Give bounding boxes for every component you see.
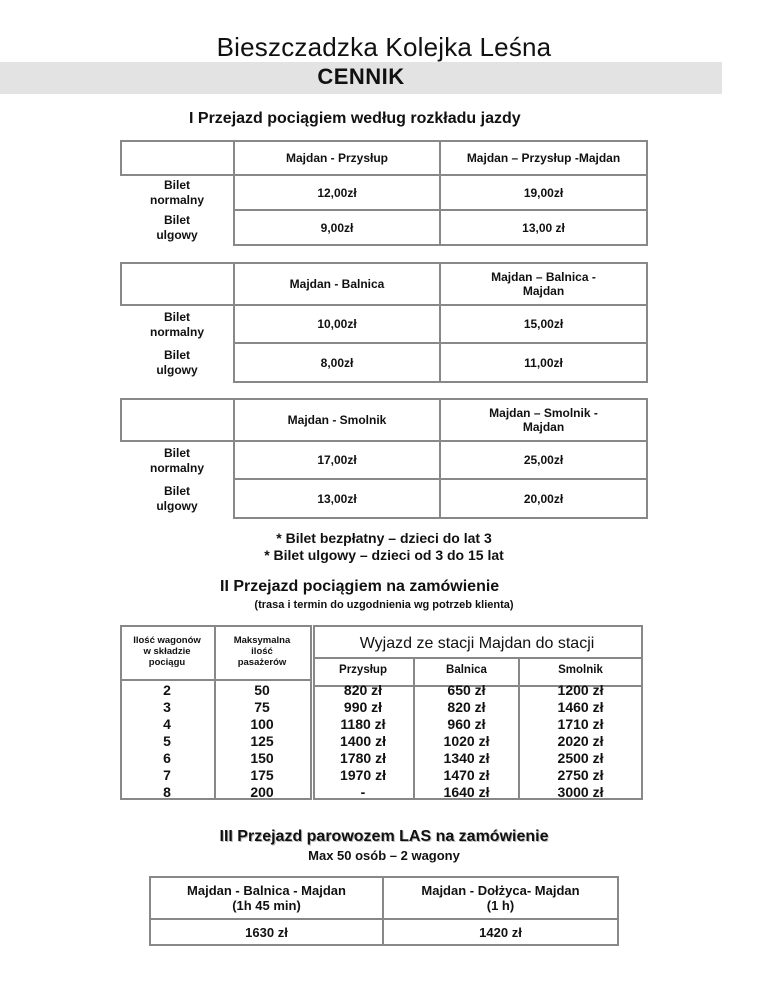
wagon-count: 8: [163, 784, 171, 800]
price-smolnik: 2020 zł: [557, 733, 604, 749]
przyslup-prices: [313, 682, 413, 801]
empty-cell: [121, 399, 234, 441]
steam-price: 1630 zł: [150, 919, 383, 945]
section-3-heading: III Przejazd parowozem LAS na zamówienie: [219, 828, 549, 845]
order-price-table: [120, 625, 643, 800]
wagon-count: 5: [163, 733, 171, 749]
price-table-przyslup: [120, 140, 648, 246]
wagon-count: 4: [163, 716, 171, 732]
divider: [120, 679, 310, 681]
price-table-smolnik: [120, 398, 648, 519]
section-1-heading: I Przejazd pociągiem według rozkładu jazdy: [189, 110, 521, 127]
price-cell: 10,00zł: [234, 305, 440, 343]
price-przyslup: 990 zł: [343, 699, 383, 715]
price-balnica: 1020 zł: [443, 733, 490, 749]
wagon-count: 2: [163, 682, 171, 698]
price-cell: 9,00zł: [234, 210, 440, 245]
passengers-column: [214, 682, 310, 801]
passengers-header: Maksymalna ilość pasażerów: [233, 635, 291, 668]
passenger-count: 150: [250, 750, 274, 766]
route-header: Majdan – Przysłup -Majdan: [440, 141, 647, 175]
station-header-przyslup: Przysłup: [339, 664, 387, 676]
price-list-heading: CENNIK: [317, 64, 405, 89]
price-balnica: 960 zł: [447, 716, 486, 732]
price-cell: 20,00zł: [440, 479, 647, 518]
price-przyslup: 1780 zł: [340, 750, 386, 766]
section-2-subheading: (trasa i termin do uzgodnienia wg potrzeb klienta): [254, 599, 514, 611]
empty-cell: [121, 263, 234, 305]
price-balnica: 820 zł: [447, 699, 486, 715]
price-cell: 15,00zł: [440, 305, 647, 343]
price-balnica: 1640 zł: [443, 784, 490, 800]
price-balnica: 650 zł: [447, 682, 486, 698]
passenger-count: 50: [254, 682, 270, 698]
wagons-column: [120, 682, 214, 801]
balnica-prices: [415, 682, 518, 801]
price-cell: 19,00zł: [440, 175, 647, 210]
steam-price: 1420 zł: [383, 919, 618, 945]
price-cell: 25,00zł: [440, 441, 647, 479]
price-cell: 17,00zł: [234, 441, 440, 479]
wagon-count: 3: [163, 699, 171, 715]
passenger-count: 75: [254, 699, 270, 715]
price-przyslup: 1400 zł: [340, 733, 386, 749]
price-smolnik: 2500 zł: [557, 750, 604, 766]
price-cell: 13,00 zł: [440, 210, 647, 245]
price-przyslup: -: [360, 784, 366, 800]
price-smolnik: 1460 zł: [557, 699, 604, 715]
passenger-count: 200: [250, 784, 274, 800]
station-header-balnica: Balnica: [446, 664, 487, 676]
price-smolnik: 2750 zł: [557, 767, 604, 783]
price-smolnik: 3000 zł: [557, 784, 604, 800]
price-balnica: 1340 zł: [443, 750, 490, 766]
ticket-label: Bilet ulgowy: [156, 212, 198, 242]
wagons-header: Ilość wagonów w składzie pociągu: [133, 635, 201, 668]
passenger-count: 100: [250, 716, 274, 732]
price-cell: 11,00zł: [440, 343, 647, 382]
note-free-ticket: * Bilet bezpłatny – dzieci do lat 3: [276, 530, 492, 546]
price-przyslup: 1970 zł: [340, 767, 386, 783]
price-balnica: 1470 zł: [443, 767, 490, 783]
section-2-heading: II Przejazd pociągiem na zamówienie: [220, 578, 500, 595]
passenger-count: 175: [250, 767, 274, 783]
route-header: Majdan - Smolnik: [234, 399, 440, 441]
price-cell: 8,00zł: [234, 343, 440, 382]
ticket-label: Bilet normalny: [149, 309, 204, 339]
empty-cell: [121, 141, 234, 175]
note-reduced-ticket: * Bilet ulgowy – dzieci od 3 do 15 lat: [264, 547, 504, 563]
wagon-count: 7: [163, 767, 171, 783]
ticket-label: Bilet normalny: [149, 178, 204, 207]
route-header: Majdan – Balnica - Majdan: [440, 263, 647, 305]
price-table-balnica: [120, 262, 648, 383]
ticket-label: Bilet normalny: [149, 445, 204, 475]
smolnik-prices: [520, 682, 641, 801]
section-3-subheading: Max 50 osób – 2 wagony: [308, 848, 460, 863]
page-title: Bieszczadzka Kolejka Leśna: [216, 32, 552, 62]
wagon-count: 6: [163, 750, 171, 766]
price-smolnik: 1200 zł: [557, 682, 604, 698]
ticket-label: Bilet ulgowy: [156, 483, 198, 513]
ticket-label: Bilet ulgowy: [156, 347, 198, 377]
route-header: Majdan - Przysłup: [234, 141, 440, 175]
price-smolnik: 1710 zł: [557, 716, 604, 732]
station-header-smolnik: Smolnik: [558, 664, 603, 676]
passenger-count: 125: [250, 733, 274, 749]
steam-price-table: [149, 876, 619, 946]
divider: [313, 657, 641, 659]
price-przyslup: 1180 zł: [340, 716, 386, 732]
price-przyslup: 820 zł: [343, 682, 383, 698]
steam-route: Majdan - Dołżyca- Majdan (1 h): [383, 877, 618, 919]
route-header: Majdan – Smolnik - Majdan: [440, 399, 647, 441]
route-header: Majdan - Balnica: [234, 263, 440, 305]
price-cell: 13,00zł: [234, 479, 440, 518]
destination-header: Wyjazd ze stacji Majdan do stacji: [359, 635, 595, 652]
steam-route: Majdan - Balnica - Majdan (1h 45 min): [150, 877, 383, 919]
price-cell: 12,00zł: [234, 175, 440, 210]
